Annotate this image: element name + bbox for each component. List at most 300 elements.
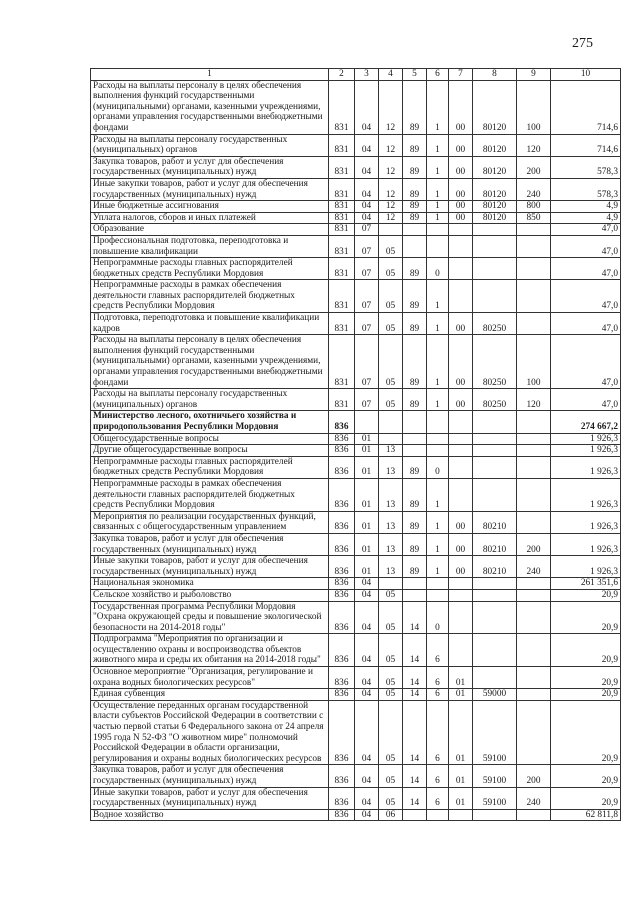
code-cell: 14 [403,689,427,701]
table-row [91,809,621,821]
row-name-cell: Иные бюджетные ассигнования [91,201,329,213]
code-cell [517,411,551,433]
row-name-cell: Закупка товаров, работ и услуг для обеспечения государственных (муниципальных) нужд [91,765,329,787]
code-cell: 831 [329,224,355,236]
row-name-cell: Сельское хозяйство и рыболовство [91,589,329,601]
code-cell: 05 [379,389,403,411]
code-cell [427,224,449,236]
code-cell [473,601,517,634]
code-cell: 831 [329,389,355,411]
code-cell: 07 [355,235,379,257]
row-name-cell: Расходы на выплаты персоналу в целях обеспечения выполнения функций государственными (муниципальными) органами, казенными учреждениями, органами управления государственными внебюджетными фондами [91,80,329,134]
row-name-cell: Общегосударственные вопросы [91,433,329,445]
code-cell: 14 [403,700,427,765]
code-cell: 01 [449,689,473,701]
amount-cell: 578,3 [551,156,621,178]
code-cell: 0 [427,258,449,280]
table-row [91,533,621,555]
header-cell: 1 [91,69,329,81]
table-row [91,433,621,445]
code-cell [517,511,551,533]
code-cell [449,809,473,821]
code-cell [449,445,473,457]
code-cell: 04 [355,689,379,701]
amount-cell: 1 926,3 [551,456,621,478]
row-name-cell: Непрограммные расходы в рамках обеспечения деятельности главных распорядителей бюджетных средств Республики Мордовия [91,478,329,511]
code-cell: 831 [329,201,355,213]
table-row [91,445,621,457]
code-cell: 04 [355,700,379,765]
code-cell [517,445,551,457]
amount-cell: 1 926,3 [551,511,621,533]
row-name-cell: Другие общегосударственные вопросы [91,445,329,457]
row-name-cell: Мероприятия по реализации государственных функций, связанных с общегосударственным управлением [91,511,329,533]
code-cell [403,433,427,445]
code-cell: 04 [355,667,379,689]
code-cell: 850 [517,212,551,224]
code-cell [517,809,551,821]
table-row [91,411,621,433]
code-cell [427,433,449,445]
code-cell: 836 [329,456,355,478]
code-cell: 1 [427,201,449,213]
code-cell: 01 [355,433,379,445]
code-cell [379,411,403,433]
code-cell: 00 [449,212,473,224]
code-cell: 836 [329,765,355,787]
code-cell: 80250 [473,389,517,411]
code-cell [473,445,517,457]
amount-cell: 1 926,3 [551,556,621,578]
code-cell: 89 [403,201,427,213]
code-cell: 836 [329,445,355,457]
code-cell: 01 [449,667,473,689]
code-cell: 831 [329,156,355,178]
code-cell [403,235,427,257]
code-cell: 00 [449,511,473,533]
code-cell: 836 [329,411,355,433]
code-cell: 05 [379,589,403,601]
code-cell: 89 [403,478,427,511]
code-cell: 01 [449,765,473,787]
code-cell: 836 [329,809,355,821]
code-cell: 89 [403,511,427,533]
code-cell [517,700,551,765]
code-cell: 07 [355,224,379,236]
amount-cell: 62 811,8 [551,809,621,821]
row-name-cell: Иные закупки товаров, работ и услуг для обеспечения государственных (муниципальных) нужд [91,787,329,809]
code-cell: 04 [355,601,379,634]
budget-table [90,68,621,821]
code-cell: 59000 [473,689,517,701]
amount-cell: 578,3 [551,178,621,200]
header-cell: 3 [355,69,379,81]
code-cell [449,411,473,433]
code-cell: 05 [379,280,403,313]
row-name-cell: Иные закупки товаров, работ и услуг для обеспечения государственных (муниципальных) нужд [91,178,329,200]
header-cell: 4 [379,69,403,81]
table-row [91,556,621,578]
code-cell [473,578,517,590]
amount-cell: 4,9 [551,201,621,213]
code-cell [449,478,473,511]
code-cell: 831 [329,235,355,257]
code-cell: 04 [355,201,379,213]
code-cell: 89 [403,389,427,411]
row-name-cell: Подготовка, переподготовка и повышение квалификации кадров [91,313,329,335]
code-cell: 6 [427,634,449,667]
code-cell: 1 [427,156,449,178]
code-cell [517,456,551,478]
code-cell: 80210 [473,556,517,578]
code-cell: 04 [355,634,379,667]
code-cell [449,634,473,667]
code-cell [517,601,551,634]
code-cell [449,589,473,601]
code-cell: 1 [427,389,449,411]
code-cell: 13 [379,478,403,511]
code-cell: 836 [329,689,355,701]
code-cell: 89 [403,556,427,578]
code-cell: 01 [355,456,379,478]
code-cell: 00 [449,556,473,578]
code-cell: 80250 [473,335,517,389]
table-row [91,787,621,809]
row-name-cell: Государственная программа Республики Мордовия "Охрана окружающей среды и повышение экологической безопасности на 2014-2018 годы" [91,601,329,634]
code-cell: 831 [329,313,355,335]
code-cell: 00 [449,389,473,411]
code-cell [403,411,427,433]
table-row [91,201,621,213]
code-cell [473,478,517,511]
code-cell [517,689,551,701]
table-row [91,156,621,178]
code-cell: 07 [355,335,379,389]
code-cell: 89 [403,533,427,555]
code-cell: 1 [427,280,449,313]
code-cell: 240 [517,556,551,578]
code-cell: 100 [517,335,551,389]
code-cell [449,456,473,478]
code-cell: 04 [355,787,379,809]
code-cell: 05 [379,313,403,335]
table-row [91,689,621,701]
code-cell: 80120 [473,156,517,178]
code-cell: 01 [449,700,473,765]
code-cell: 04 [355,156,379,178]
code-cell: 831 [329,258,355,280]
table-row [91,258,621,280]
code-cell [473,456,517,478]
table-row [91,212,621,224]
row-name-cell: Подпрограмма "Мероприятия по организации и осуществлению охраны и воспроизводства объектов животного мира и среды их обитания на 2014-2018 годы" [91,634,329,667]
table-row [91,700,621,765]
code-cell [473,224,517,236]
code-cell: 0 [427,601,449,634]
code-cell: 120 [517,389,551,411]
code-cell: 14 [403,787,427,809]
code-cell [517,667,551,689]
code-cell: 6 [427,700,449,765]
amount-cell: 47,0 [551,389,621,411]
code-cell [449,601,473,634]
code-cell: 14 [403,667,427,689]
amount-cell: 20,9 [551,689,621,701]
code-cell: 04 [355,212,379,224]
code-cell: 59100 [473,787,517,809]
amount-cell: 20,9 [551,787,621,809]
code-cell: 836 [329,578,355,590]
code-cell: 831 [329,134,355,156]
code-cell [403,445,427,457]
code-cell: 1 [427,80,449,134]
code-cell: 12 [379,156,403,178]
code-cell: 00 [449,134,473,156]
code-cell: 07 [355,313,379,335]
code-cell [403,578,427,590]
code-cell: 1 [427,134,449,156]
amount-cell: 714,6 [551,134,621,156]
code-cell: 836 [329,433,355,445]
code-cell [379,578,403,590]
code-cell: 00 [449,335,473,389]
code-cell: 01 [355,478,379,511]
code-cell: 13 [379,456,403,478]
code-cell: 13 [379,511,403,533]
code-cell: 80120 [473,80,517,134]
row-name-cell: Непрограммные расходы в рамках обеспечения деятельности главных распорядителей бюджетных средств Республики Мордовия [91,280,329,313]
amount-cell: 20,9 [551,765,621,787]
code-cell: 05 [379,787,403,809]
code-cell: 80120 [473,212,517,224]
code-cell: 59100 [473,765,517,787]
code-cell [473,809,517,821]
code-cell: 6 [427,667,449,689]
code-cell: 89 [403,335,427,389]
table-row [91,178,621,200]
row-name-cell: Единая субвенция [91,689,329,701]
amount-cell: 261 351,6 [551,578,621,590]
code-cell: 05 [379,700,403,765]
code-cell: 100 [517,80,551,134]
code-cell [517,258,551,280]
row-name-cell: Расходы на выплаты персоналу государственных (муниципальных) органов [91,389,329,411]
code-cell: 01 [355,556,379,578]
amount-cell: 4,9 [551,212,621,224]
row-name-cell: Водное хозяйство [91,809,329,821]
row-name-cell: Образование [91,224,329,236]
row-name-cell: Расходы на выплаты персоналу государственных (муниципальных) органов [91,134,329,156]
code-cell: 89 [403,313,427,335]
code-cell: 836 [329,478,355,511]
table-row [91,80,621,134]
code-cell: 06 [379,809,403,821]
code-cell: 12 [379,178,403,200]
code-cell [473,411,517,433]
table-row [91,335,621,389]
page-number: 275 [572,36,593,51]
code-cell [449,578,473,590]
code-cell [473,667,517,689]
code-cell: 836 [329,601,355,634]
code-cell: 01 [355,533,379,555]
code-cell [449,224,473,236]
amount-cell: 47,0 [551,313,621,335]
code-cell: 05 [379,634,403,667]
code-cell: 831 [329,80,355,134]
code-cell: 1 [427,313,449,335]
code-cell [517,224,551,236]
code-cell: 89 [403,280,427,313]
amount-cell: 47,0 [551,258,621,280]
code-cell [403,809,427,821]
header-cell: 10 [551,69,621,81]
code-cell [379,224,403,236]
code-cell [403,589,427,601]
code-cell: 836 [329,700,355,765]
amount-cell: 47,0 [551,235,621,257]
code-cell: 04 [355,178,379,200]
code-cell: 836 [329,556,355,578]
table-row [91,578,621,590]
header-cell: 8 [473,69,517,81]
code-cell: 05 [379,667,403,689]
code-cell [427,445,449,457]
header-row [91,69,621,81]
code-cell: 836 [329,533,355,555]
row-name-cell: Министерство лесного, охотничьего хозяйства и природопользования Республики Мордовия [91,411,329,433]
amount-cell: 20,9 [551,634,621,667]
code-cell: 89 [403,156,427,178]
code-cell [473,589,517,601]
code-cell [449,433,473,445]
row-name-cell: Непрограммные расходы главных распорядителей бюджетных средств Республики Мордовия [91,456,329,478]
row-name-cell: Основное мероприятие "Организация, регулирование и охрана водных биологических ресурсов" [91,667,329,689]
code-cell [355,411,379,433]
code-cell [517,578,551,590]
table-row [91,511,621,533]
table-row [91,280,621,313]
code-cell [427,589,449,601]
code-cell: 12 [379,80,403,134]
code-cell: 1 [427,178,449,200]
row-name-cell: Закупка товаров, работ и услуг для обеспечения государственных (муниципальных) нужд [91,533,329,555]
code-cell: 0 [427,456,449,478]
code-cell [473,235,517,257]
code-cell [379,433,403,445]
code-cell: 836 [329,787,355,809]
code-cell: 80210 [473,533,517,555]
code-cell [427,809,449,821]
code-cell: 80120 [473,134,517,156]
code-cell: 05 [379,689,403,701]
code-cell: 89 [403,178,427,200]
code-cell: 13 [379,445,403,457]
code-cell: 05 [379,765,403,787]
code-cell: 836 [329,667,355,689]
code-cell: 13 [379,533,403,555]
table-row [91,389,621,411]
code-cell: 836 [329,511,355,533]
code-cell: 1 [427,212,449,224]
code-cell: 800 [517,201,551,213]
code-cell [449,280,473,313]
code-cell [517,235,551,257]
table-row [91,224,621,236]
code-cell: 05 [379,335,403,389]
code-cell [449,258,473,280]
code-cell: 05 [379,258,403,280]
code-cell [517,280,551,313]
code-cell: 200 [517,765,551,787]
row-name-cell: Уплата налогов, сборов и иных платежей [91,212,329,224]
table-row [91,601,621,634]
code-cell: 00 [449,156,473,178]
code-cell [449,235,473,257]
row-name-cell: Национальная экономика [91,578,329,590]
code-cell: 00 [449,80,473,134]
amount-cell: 47,0 [551,224,621,236]
code-cell: 05 [379,235,403,257]
code-cell: 240 [517,787,551,809]
code-cell: 200 [517,533,551,555]
code-cell: 07 [355,389,379,411]
amount-cell: 20,9 [551,589,621,601]
amount-cell: 274 667,2 [551,411,621,433]
code-cell: 1 [427,556,449,578]
code-cell: 13 [379,556,403,578]
code-cell: 12 [379,201,403,213]
amount-cell: 47,0 [551,280,621,313]
row-name-cell: Закупка товаров, работ и услуг для обеспечения государственных (муниципальных) нужд [91,156,329,178]
code-cell: 200 [517,156,551,178]
amount-cell: 714,6 [551,80,621,134]
amount-cell: 1 926,3 [551,533,621,555]
code-cell [517,589,551,601]
row-name-cell: Непрограммные расходы главных распорядителей бюджетных средств Республики Мордовия [91,258,329,280]
code-cell: 00 [449,201,473,213]
amount-cell: 20,9 [551,700,621,765]
code-cell: 831 [329,335,355,389]
table-row [91,235,621,257]
code-cell: 836 [329,589,355,601]
code-cell: 00 [449,313,473,335]
code-cell [473,280,517,313]
code-cell: 14 [403,601,427,634]
code-cell: 6 [427,787,449,809]
amount-cell: 1 926,3 [551,478,621,511]
code-cell [473,634,517,667]
code-cell: 120 [517,134,551,156]
table-row [91,134,621,156]
code-cell: 80250 [473,313,517,335]
code-cell: 89 [403,456,427,478]
code-cell [517,433,551,445]
table-row [91,667,621,689]
code-cell: 831 [329,212,355,224]
code-cell: 80210 [473,511,517,533]
table-row [91,589,621,601]
code-cell: 01 [355,445,379,457]
code-cell: 89 [403,80,427,134]
header-cell: 7 [449,69,473,81]
amount-cell: 20,9 [551,601,621,634]
code-cell: 89 [403,258,427,280]
code-cell [517,478,551,511]
header-cell: 9 [517,69,551,81]
code-cell [427,578,449,590]
table-row [91,634,621,667]
